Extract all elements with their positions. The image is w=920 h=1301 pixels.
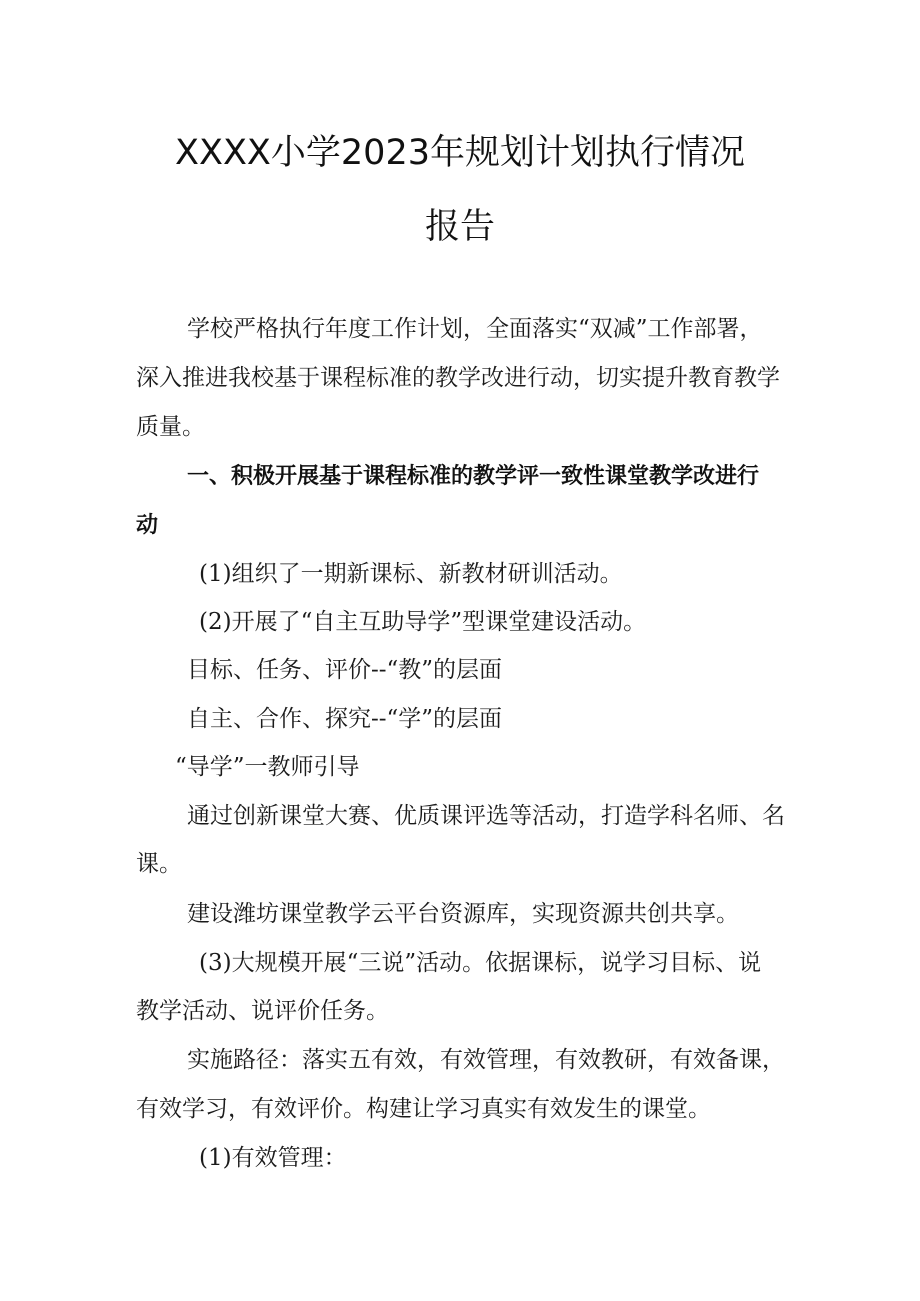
document-title-line2: 报告 (424, 207, 495, 247)
contest-line-2: 课。 (136, 851, 182, 877)
item-3-line-2: 教学活动、说评价任务。 (136, 998, 389, 1024)
document-title-line1: XXXX小学2023年规划计划执行情况 (175, 133, 745, 173)
intro-line-2: 深入推进我校基于课程标准的教学改进行动，切实提升教育教学 (136, 365, 780, 391)
section1-heading-line2: 动 (136, 513, 159, 538)
item-1: (1)组织了一期新课标、新教材研训活动。 (199, 561, 623, 587)
contest-line-1: 通过创新课堂大赛、优质课评选等活动，打造学科名师、名 (187, 803, 785, 829)
guide-layer-line: “导学”一教师引导 (175, 754, 360, 780)
intro-line-3: 质量。 (136, 414, 205, 440)
item-3-line-1: (3)大规模开展“三说”活动。依据课标，说学习目标、说 (199, 950, 762, 976)
teach-layer-line: 目标、任务、评价--“教”的层面 (187, 657, 503, 683)
item-2: (2)开展了“自主互助导学”型课堂建设活动。 (199, 609, 647, 635)
implementation-path-line-1: 实施路径：落实五有效，有效管理，有效教研，有效备课， (187, 1047, 785, 1073)
intro-line-1: 学校严格执行年度工作计划，全面落实“双减”工作部署， (187, 316, 763, 342)
effective-management-item: (1)有效管理： (199, 1145, 347, 1171)
section1-heading-line1: 一、积极开展基于课程标准的教学评一致性课堂教学改进行 (187, 464, 760, 489)
learn-layer-line: 自主、合作、探究--“学”的层面 (187, 706, 503, 732)
cloud-platform-line: 建设潍坊课堂教学云平台资源库，实现资源共创共享。 (187, 901, 739, 927)
implementation-path-line-2: 有效学习，有效评价。构建让学习真实有效发生的课堂。 (136, 1096, 711, 1122)
